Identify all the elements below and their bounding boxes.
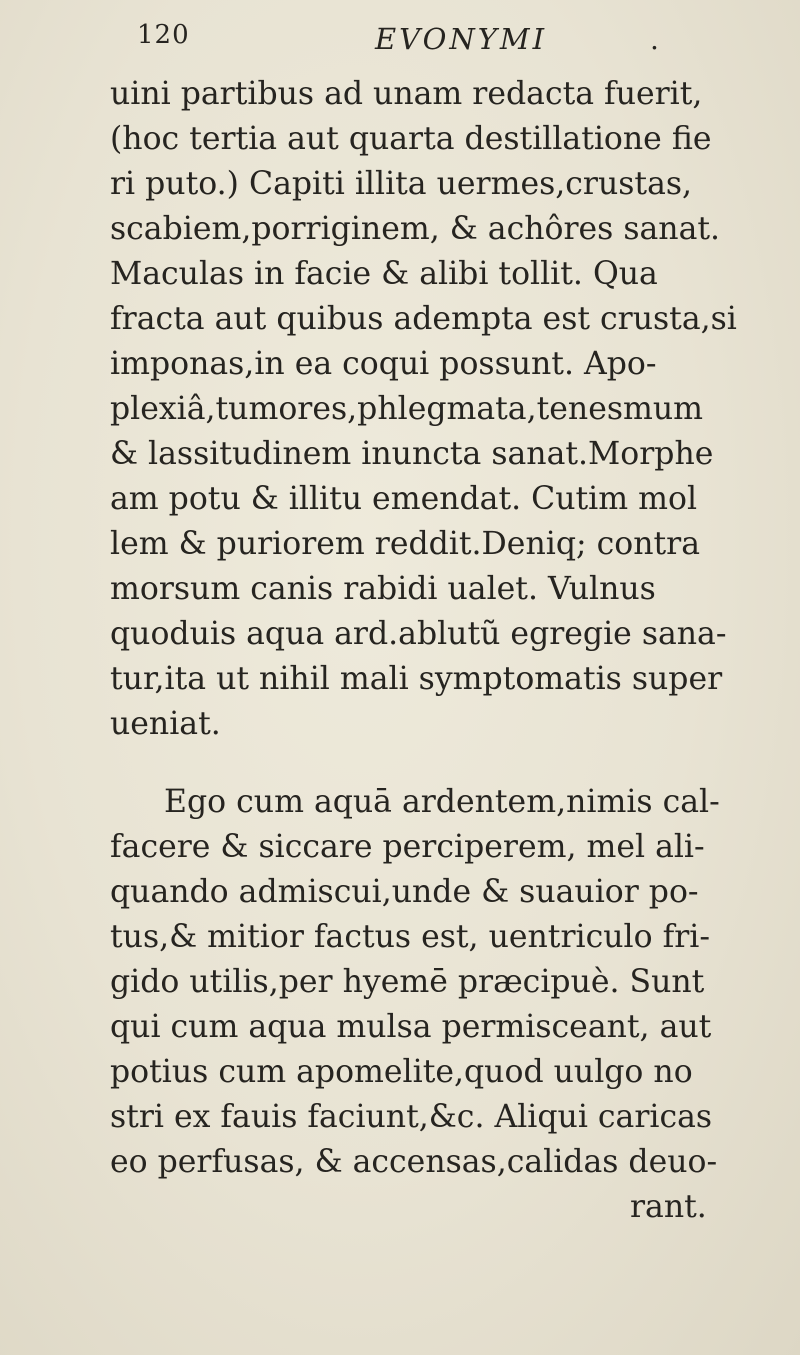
text-line: stri ex fauis faciunt,&c. Aliqui caricas <box>110 1099 713 1135</box>
text-line: uini partibus ad unam redacta fuerit, <box>110 76 703 112</box>
text-line: rant. <box>630 1189 707 1225</box>
text-line: & lassitudinem inuncta sanat.Morphe <box>110 436 714 472</box>
paragraph-break <box>110 747 800 780</box>
text-line: am potu & illitu emendat. Cutim mol <box>110 481 698 517</box>
text-line: eo perfusas, & accensas,calidas deuo- <box>110 1144 718 1180</box>
text-line: (hoc tertia aut quarta destillatione fie <box>110 121 712 157</box>
running-head: EVONYMI <box>375 22 548 56</box>
text-line: tus,& mitior factus est, uentriculo fri- <box>110 919 711 955</box>
text-line: scabiem,porriginem, & achôres sanat. <box>110 211 721 247</box>
body-text <box>110 72 800 1230</box>
text-line: morsum canis rabidi ualet. Vulnus <box>110 571 656 607</box>
text-line: gido utilis,per hyemē præcipuè. Sunt <box>110 964 705 1000</box>
text-line: potius cum apomelite,quod uulgo no <box>110 1054 693 1090</box>
text-line: tur,ita ut nihil mali symptomatis super <box>110 661 723 697</box>
text-line: qui cum aqua mulsa permisceant, aut <box>110 1009 712 1045</box>
header-mark: . <box>650 23 659 56</box>
text-line: imponas,in ea coqui possunt. Apo- <box>110 346 657 382</box>
text-line: quando admiscui,unde & suauior po- <box>110 874 699 910</box>
page-number: 120 <box>137 20 190 50</box>
text-line: plexiâ,tumores,phlegmata,tenesmum <box>110 391 704 427</box>
text-line: Ego cum aquā ardentem,nimis cal- <box>164 784 720 820</box>
text-line: Maculas in facie & alibi tollit. Qua <box>110 256 658 292</box>
text-line: ueniat. <box>110 706 221 742</box>
text-line: lem & puriorem reddit.Deniq; contra <box>110 526 700 562</box>
text-line: quoduis aqua ard.ablutũ egregie sana- <box>110 616 727 652</box>
text-line: ri puto.) Capiti illita uermes,crustas, <box>110 166 693 202</box>
text-line: fracta aut quibus adempta est crusta,si <box>110 301 737 337</box>
page-header <box>0 18 800 58</box>
text-line: facere & siccare perciperem, mel ali- <box>110 829 705 865</box>
